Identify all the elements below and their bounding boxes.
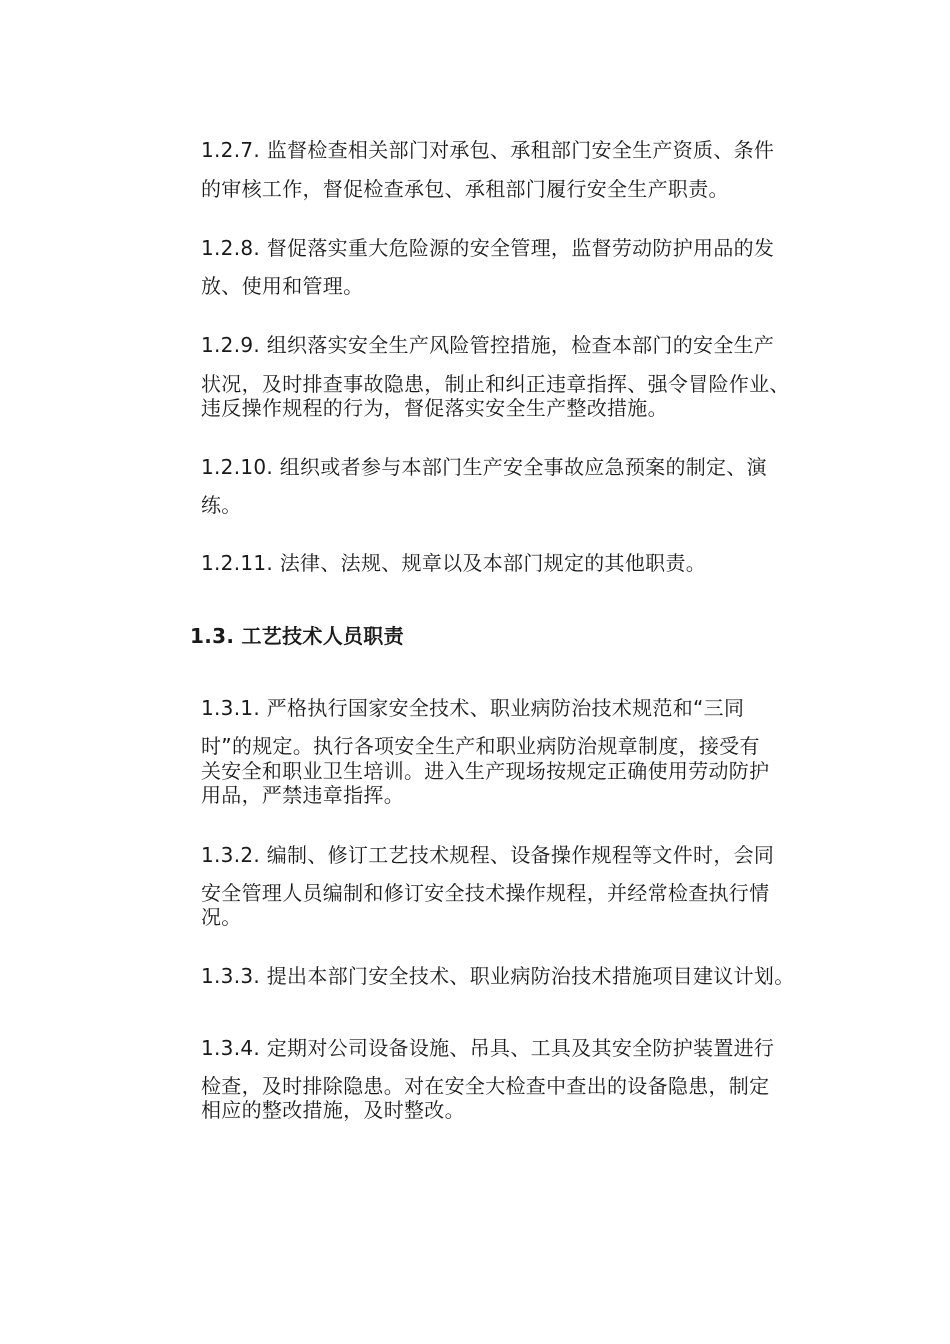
item-text: 提出本部门安全技术、职业病防治技术措施项目建议计划。 (266, 964, 795, 988)
item-1-3-2-line-3: 况。 (201, 905, 242, 929)
item-text: 定期对公司设备设施、吊具、工具及其安全防护装置进行 (266, 1036, 775, 1060)
item-1-3-2-line-2: 安全管理人员编制和修订安全技术操作规程，并经常检查执行情 (201, 881, 770, 905)
item-text: 监督检查相关部门对承包、承租部门安全生产资质、条件 (266, 138, 775, 162)
item-1-3-1-line-4: 用品，严禁违章指挥。 (201, 783, 404, 807)
item-1-2-11-line-1 (201, 550, 706, 576)
item-1-3-1-line-3: 关安全和职业卫生培训。进入生产现场按规定正确使用劳动防护 (201, 759, 770, 783)
item-1-3-1-line-2: 时”的规定。执行各项安全生产和职业病防治规章制度，接受有 (201, 734, 760, 758)
item-1-2-9-line-3: 违反操作规程的行为，督促落实安全生产整改措施。 (201, 396, 668, 420)
item-text: 组织或者参与本部门生产安全事故应急预案的制定、演 (279, 455, 767, 479)
item-number: 1.2.11. (201, 551, 274, 575)
item-1-3-4-line-1 (201, 1035, 774, 1061)
item-1-2-9-line-1 (201, 332, 774, 358)
item-number: 1.2.7. (201, 138, 261, 162)
item-number: 1.2.8. (201, 236, 261, 260)
item-number: 1.3.1. (201, 696, 261, 720)
item-1-2-10-line-2: 练。 (201, 493, 242, 517)
item-1-2-7-line-2: 的审核工作，督促检查承包、承租部门履行安全生产职责。 (201, 177, 729, 201)
item-number: 1.3.3. (201, 964, 261, 988)
item-number: 1.3.4. (201, 1036, 261, 1060)
item-1-3-4-line-3: 相应的整改措施，及时整改。 (201, 1098, 465, 1122)
item-number: 1.2.10. (201, 455, 274, 479)
item-1-3-1-line-1 (201, 695, 744, 721)
item-1-2-9-line-2: 状况，及时排查事故隐患，制止和纠正违章指挥、强令冒险作业、 (201, 372, 790, 396)
item-1-2-10-line-1 (201, 454, 767, 480)
item-number: 1.2.9. (201, 333, 261, 357)
item-1-3-4-line-2: 检查，及时排除隐患。对在安全大检查中查出的设备隐患，制定 (201, 1074, 770, 1098)
item-1-2-7-line-1 (201, 137, 774, 163)
item-1-2-8-line-2: 放、使用和管理。 (201, 274, 364, 298)
item-text: 编制、修订工艺技术规程、设备操作规程等文件时，会同 (266, 843, 775, 867)
item-number: 1.3.2. (201, 843, 261, 867)
section-heading-1-3: 1.3. 工艺技术人员职责 (190, 624, 404, 648)
item-1-2-8-line-1 (201, 235, 774, 261)
item-text: 组织落实安全生产风险管控措施，检查本部门的安全生产 (266, 333, 775, 357)
item-text: 严格执行国家安全技术、职业病防治技术规范和“三同 (266, 696, 745, 720)
item-1-3-3-line-1 (201, 963, 795, 989)
item-text: 法律、法规、规章以及本部门规定的其他职责。 (279, 551, 707, 575)
item-1-3-2-line-1 (201, 842, 774, 868)
item-text: 督促落实重大危险源的安全管理，监督劳动防护用品的发 (266, 236, 775, 260)
